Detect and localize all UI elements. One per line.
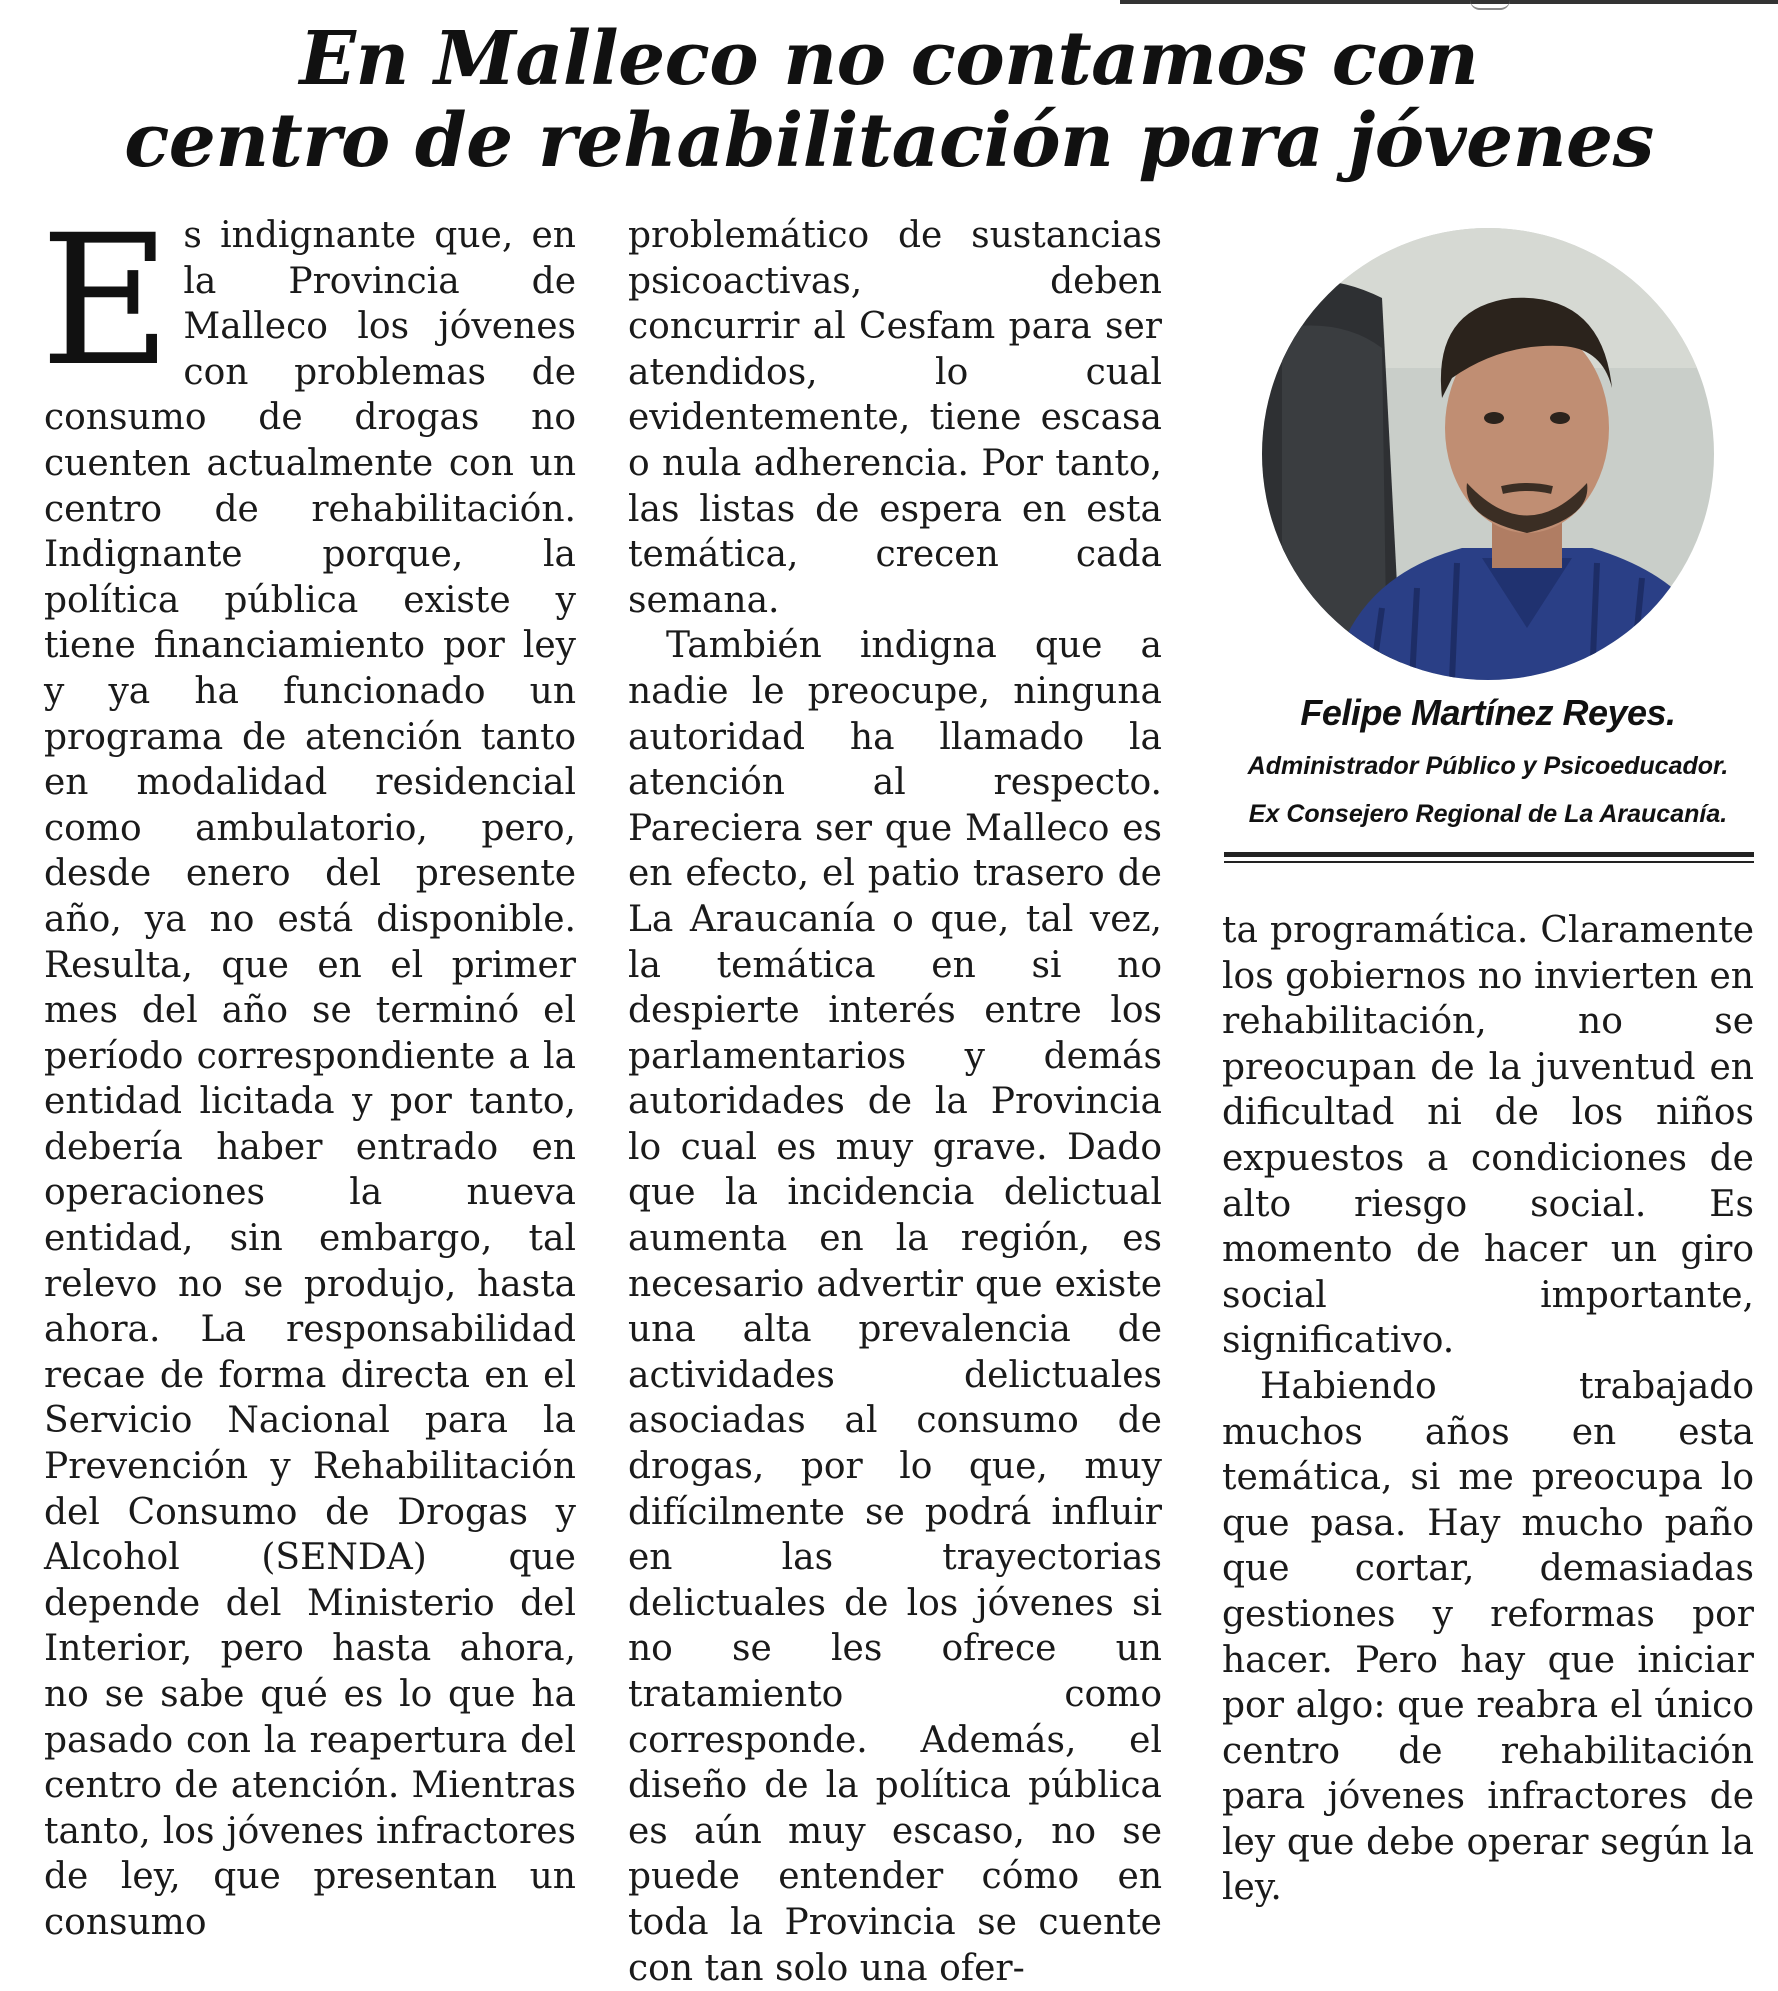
- paragraph: problemático de sustancias psicoactivas, deben concurrir al Cesfam para ser atendidos, lo cual evidentemente, tiene escasa o nula adherencia. Por tanto, las listas de espera en esta temática, crecen cada semana.: [628, 215, 1162, 621]
- article-column-1: [40, 197, 576, 1946]
- article-column-3: [1222, 908, 1754, 1911]
- author-role: Administrador Público y Psicoeducador.: [1247, 752, 1729, 780]
- byline-divider: [1224, 852, 1754, 857]
- top-rule: [1120, 0, 1778, 4]
- byline-divider-thin: [1224, 861, 1754, 863]
- author-photo: [1262, 228, 1714, 680]
- paragraph: [40, 197, 576, 1946]
- drop-cap: E: [40, 197, 172, 406]
- paragraph: También indigna que a nadie le preocupe, ninguna autoridad ha llamado la atención al respecto. Pareciera ser que Malleco es en efecto, el patio trasero de La Araucanía o que, tal vez, la temática en si no despierte interés entre los parlamentarios y demás autoridades de la Provincia lo cual es muy grave. Dado que la incidencia delictual aumenta en la región, es necesario advertir que existe una alta prevalencia de actividades delictuales asociadas al consumo de drogas, por lo que, muy difícilmente se podrá influir en las trayectorias delictuales de los jóvenes si no se les ofrece un tratamiento como corresponde. Además, el diseño de la política pública es aún muy escaso, no se puede entender cómo en toda la Provincia se cuente con tan solo una ofer-: [628, 625, 1162, 1989]
- author-name: Felipe Martínez Reyes.: [1300, 692, 1676, 733]
- paragraph: Habiendo trabajado muchos años en esta temática, si me preocupa lo que pasa. Hay mucho paño que cortar, demasiadas gestiones y reformas por hacer. Pero hay que iniciar por algo: que reabra el único centro de rehabilitación para jóvenes infractores de ley que debe operar según la ley.: [1222, 1365, 1754, 1909]
- author-role-former: Ex Consejero Regional de La Araucanía.: [1248, 800, 1728, 828]
- headline: [0, 18, 1778, 182]
- headline-line-2: centro de rehabilitación para jóvenes: [124, 98, 1654, 184]
- paragraph: ta programática. Claramente los gobiernos no invierten en rehabilitación, no se preocupan de la juventud en dificultad ni de los niños expuestos a condiciones de alto riesgo social. Es momento de hacer un giro social importante, significativo.: [1222, 910, 1754, 1362]
- headline-line-1: En Malleco no contamos con: [299, 16, 1479, 102]
- article-column-2: [628, 213, 1162, 1991]
- author-portrait-icon: [1262, 228, 1714, 680]
- ornament-icon: [1470, 0, 1510, 10]
- paragraph-text: s indignante que, en la Provincia de Malleco los jóvenes con problemas de consumo de drogas no cuenten actualmente con un centro de rehabilitación. Indignante porque, la política pública existe y tiene financiamiento por ley y ya ha funcionado un programa de atención tanto en modalidad residencial como ambulatorio, pero, desde enero del presente año, ya no está disponible. Resulta, que en el primer mes del año se terminó el período correspondiente a la entidad licitada y por tanto, debería haber entrado en operaciones la nueva entidad, sin embargo, tal relevo no se produjo, hasta ahora. La responsabilidad recae de forma directa en el Servicio Nacional para la Prevención y Rehabilitación del Consumo de Drogas y Alcohol (SENDA) que depende del Ministerio del Interior, pero hasta ahora, no se sabe qué es lo que ha pasado con la reapertura del centro de atención. Mientras tanto, los jóvenes infractores de ley, que presentan un consumo: [44, 215, 576, 1943]
